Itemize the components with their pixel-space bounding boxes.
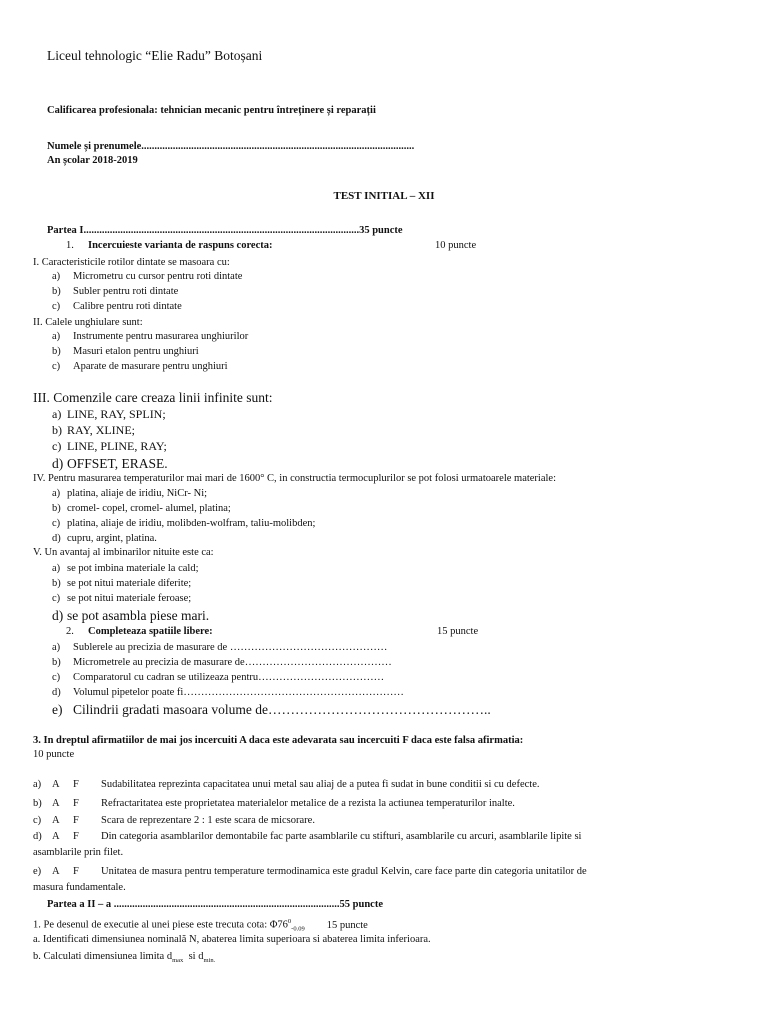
- tf-statement: Sudabilitatea reprezinta capacitatea unui metal sau aliaj de a putea fi sudat in bune conditii si cu defecte.: [101, 779, 540, 790]
- option-4-c: [52, 517, 315, 530]
- truefalse-item-b: [33, 797, 515, 810]
- option-label: b): [52, 346, 61, 357]
- option-4-a: [52, 487, 207, 500]
- blank-text: Comparatorul cu cadran se utilizeaza pentru………………………………: [73, 672, 385, 683]
- question-b-mid: si d: [183, 951, 204, 962]
- blank-label: e): [52, 702, 63, 717]
- option-5-c: [52, 592, 191, 605]
- tf-option-a: A: [52, 779, 60, 790]
- tf-label: c): [33, 815, 42, 826]
- option-label: a): [52, 488, 61, 499]
- option-3-b: [52, 424, 135, 437]
- option-label: d): [52, 456, 64, 471]
- truefalse-item-d: [33, 830, 581, 843]
- blank-text: Volumul pipetelor poate fi………………………………………………………: [73, 687, 404, 698]
- tf-option-a: A: [52, 831, 60, 842]
- school-name: Liceul tehnologic “Elie Radu” Botoșani: [47, 48, 263, 63]
- option-2-a: [52, 330, 248, 343]
- tf-statement: Refractaritatea este proprietatea materialelor metalice de a rezista la actiunea temperaturilor inalte.: [101, 798, 515, 809]
- question-2: II. Calele unghiulare sunt:: [33, 317, 143, 328]
- option-text: cromel- copel, cromel- alumel, platina;: [67, 503, 231, 514]
- ex3-heading: 3. In dreptul afirmatiilor de mai jos incercuiti A daca este adevarata sau incercuiti F daca este falsa afirmatia:: [33, 735, 524, 746]
- part2-question-b: [33, 950, 215, 967]
- ex1-title: Incercuieste varianta de raspuns corecta:: [88, 240, 273, 251]
- tf-statement: Scara de reprezentare 2 : 1 este scara de micsorare.: [101, 815, 315, 826]
- option-label: b): [52, 423, 62, 437]
- option-text: Instrumente pentru masurarea unghiurilor: [73, 331, 249, 342]
- ex2-heading: [66, 625, 213, 638]
- ex2-points: 15 puncte: [437, 626, 479, 637]
- qualification-line: Calificarea profesionala: tehnician mecanic pentru întreținere și reparații: [47, 105, 376, 116]
- blank-text: Sublerele au precizia de masurare de ………………………………………: [73, 642, 388, 653]
- tf-option-a: A: [52, 866, 60, 877]
- option-3-c: [52, 440, 167, 453]
- tf-option-f: F: [73, 815, 79, 826]
- option-4-d: [52, 532, 157, 545]
- option-text: se pot nitui materiale diferite;: [67, 578, 192, 589]
- tf-label: d): [33, 831, 42, 842]
- ex1-points: 10 puncte: [435, 240, 477, 251]
- option-label: c): [52, 439, 62, 453]
- tf-option-f: F: [73, 798, 79, 809]
- truefalse-item-e: [33, 865, 587, 878]
- option-text: cupru, argint, platina.: [67, 533, 157, 544]
- tolerance-lower: -0.09: [291, 925, 305, 933]
- option-text: RAY, XLINE;: [67, 423, 136, 437]
- option-4-b: [52, 502, 231, 515]
- tf-option-a: A: [52, 815, 60, 826]
- option-label: b): [52, 286, 61, 297]
- option-5-a: [52, 562, 199, 575]
- blank-item-a: [52, 641, 387, 654]
- ex2-number: 2.: [66, 626, 74, 637]
- blank-label: a): [52, 642, 61, 653]
- option-2-c: [52, 360, 228, 373]
- option-label: d): [52, 608, 64, 623]
- option-1-c: [52, 300, 182, 313]
- option-text: OFFSET, ERASE.: [67, 456, 168, 471]
- option-text: LINE, PLINE, RAY;: [67, 439, 167, 453]
- name-field: Numele și prenumele........................................................................................................: [47, 141, 415, 152]
- part2-heading: Partea a II – a ......................................................................................55 puncte: [47, 899, 383, 910]
- blank-item-e: [52, 702, 491, 718]
- option-label: a): [52, 563, 61, 574]
- tf-label: b): [33, 798, 42, 809]
- test-title: TEST INITIAL – XII: [333, 190, 435, 202]
- option-3-d: [52, 456, 168, 472]
- question-1: I. Caracteristicile rotilor dintate se masoara cu:: [33, 257, 230, 268]
- tolerance-upper: 0: [287, 918, 292, 925]
- question-b-text: b. Calculati dimensiunea limita d: [33, 951, 173, 962]
- blank-text: Cilindrii gradati masoara volume de…………………………………………..: [73, 702, 491, 717]
- option-label: d): [52, 533, 61, 544]
- option-text: Aparate de masurare pentru unghiuri: [73, 361, 228, 372]
- tf-statement-cont-d: asamblarile prin filet.: [33, 847, 124, 858]
- ex3-points: 10 puncte: [33, 749, 75, 760]
- option-text: Calibre pentru roti dintate: [73, 301, 182, 312]
- tf-option-f: F: [73, 779, 79, 790]
- tf-label: a): [33, 779, 42, 790]
- subscript-min: min.: [203, 957, 216, 965]
- blank-label: b): [52, 657, 61, 668]
- option-label: a): [52, 331, 61, 342]
- school-year: An școlar 2018-2019: [47, 155, 138, 166]
- tf-label: e): [33, 866, 42, 877]
- tf-option-f: F: [73, 831, 79, 842]
- ex2-title: Completeaza spatiile libere:: [88, 626, 213, 637]
- question-1-points: 15 puncte: [326, 919, 368, 931]
- option-text: se pot imbina materiale la cald;: [67, 563, 199, 574]
- blank-text: Micrometrele au precizia de masurare de……………………………………: [73, 657, 392, 668]
- option-text: Masuri etalon pentru unghiuri: [73, 346, 199, 357]
- tf-option-a: A: [52, 798, 60, 809]
- part1-heading: Partea I.........................................................................................................35 puncte: [47, 225, 403, 236]
- question-5: V. Un avantaj al imbinarilor nituite este ca:: [33, 547, 214, 558]
- blank-item-c: [52, 671, 384, 684]
- question-4: IV. Pentru masurarea temperaturilor mai mari de 1600° C, in constructia termocuplurilor se pot folosi urmatoarele materiale:: [33, 473, 557, 484]
- question-1-text: 1. Pe desenul de executie al unei piese este trecuta cota: Φ76: [33, 919, 288, 931]
- tf-statement: Din categoria asamblarilor demontabile fac parte asamblarile cu stifturi, asamblarile cu arcuri, asamblarile lipite si: [101, 831, 582, 842]
- blank-label: d): [52, 687, 61, 698]
- option-1-a: [52, 270, 242, 283]
- option-text: se pot asambla piese mari.: [67, 608, 210, 623]
- option-label: c): [52, 361, 61, 372]
- blank-label: c): [52, 672, 61, 683]
- option-label: b): [52, 503, 61, 514]
- truefalse-item-c: [33, 814, 315, 827]
- option-text: platina, aliaje de iridiu, molibden-wolfram, taliu-molibden;: [67, 518, 316, 529]
- question-3: III. Comenzile care creaza linii infinite sunt:: [33, 390, 273, 405]
- blank-item-b: [52, 656, 392, 669]
- option-text: Micrometru cu cursor pentru roti dintate: [73, 271, 243, 282]
- option-text: LINE, RAY, SPLIN;: [67, 407, 166, 421]
- tf-statement: Unitatea de masura pentru temperature termodinamica este gradul Kelvin, care face parte din categoria unitatilor de: [101, 866, 587, 877]
- option-label: c): [52, 518, 61, 529]
- option-text: se pot nitui materiale feroase;: [67, 593, 192, 604]
- tf-statement-cont-e: masura fundamentale.: [33, 882, 126, 893]
- option-text: Subler pentru roti dintate: [73, 286, 179, 297]
- part2-question-a: a. Identificati dimensiunea nominală N, abaterea limita superioara si abaterea limita inferioara.: [33, 934, 431, 945]
- option-label: c): [52, 301, 61, 312]
- ex1-number: 1.: [66, 240, 74, 251]
- option-5-b: [52, 577, 191, 590]
- truefalse-item-a: [33, 778, 539, 791]
- option-label: a): [52, 407, 62, 421]
- option-5-d: [52, 608, 209, 624]
- blank-item-d: [52, 686, 404, 699]
- option-2-b: [52, 345, 199, 358]
- option-text: platina, aliaje de iridiu, NiCr- Ni;: [67, 488, 208, 499]
- option-1-b: [52, 285, 178, 298]
- tf-option-f: F: [73, 866, 79, 877]
- ex1-heading: [66, 239, 273, 252]
- option-label: c): [52, 593, 61, 604]
- option-3-a: [52, 408, 166, 421]
- option-label: b): [52, 578, 61, 589]
- option-label: a): [52, 271, 61, 282]
- subscript-max: max: [172, 957, 184, 965]
